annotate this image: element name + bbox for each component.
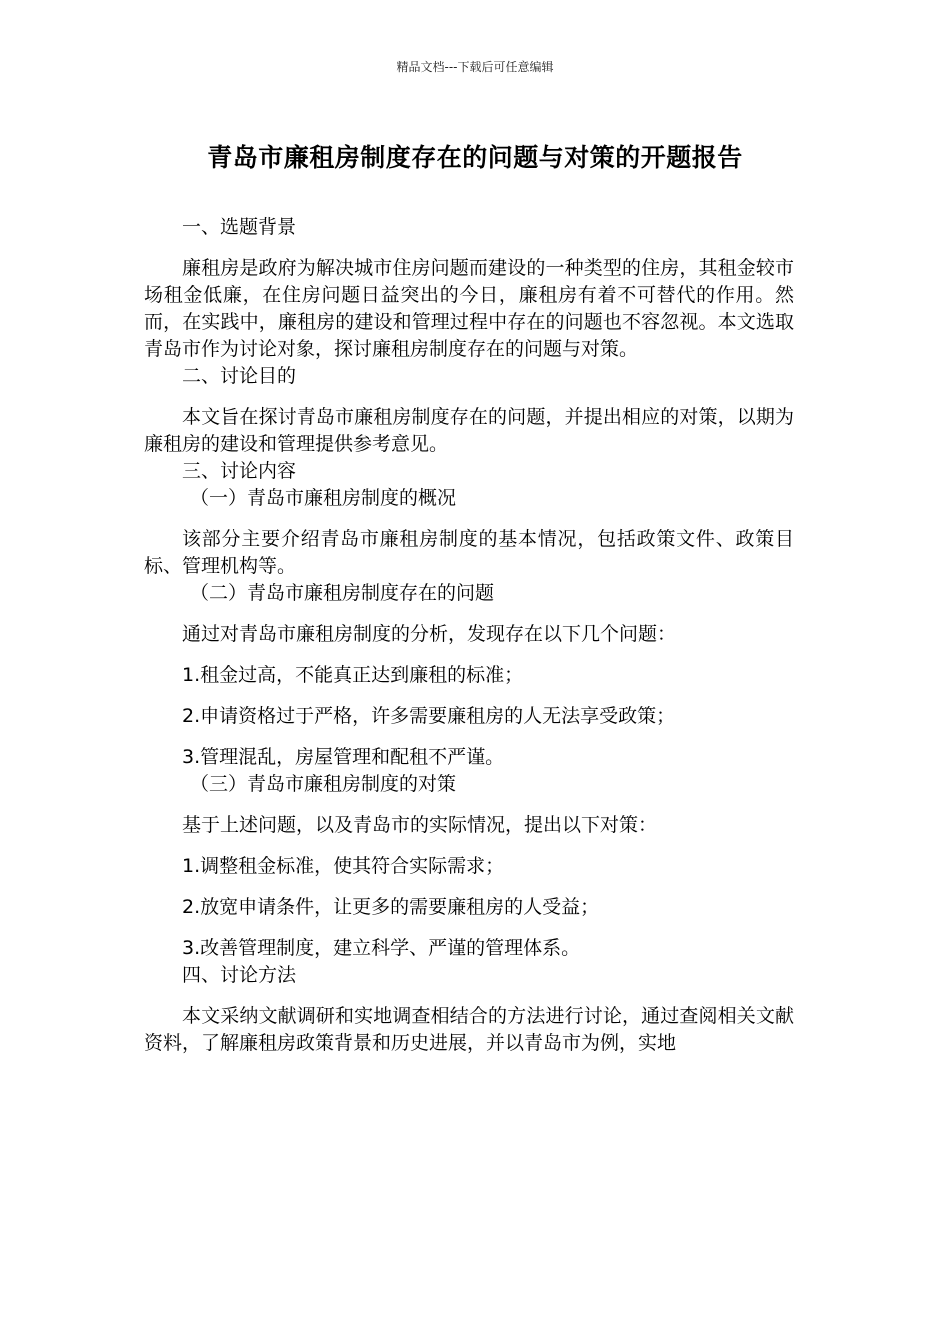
section-heading-purpose: 二、讨论目的 (182, 365, 297, 387)
header-note: 精品文档---下载后可任意编辑 (396, 60, 554, 74)
section-heading-methods: 四、讨论方法 (182, 964, 297, 986)
paragraph-overview: 该部分主要介绍青岛市廉租房制度的基本情况，包括政策文件、政策目标、管理机构等。 (144, 528, 794, 577)
paragraph-countermeasures-intro: 基于上述问题，以及青岛市的实际情况，提出以下对策： (182, 814, 658, 836)
list-item-problem-2: 2.申请资格过于严格，许多需要廉租房的人无法享受政策； (182, 705, 676, 727)
section-heading-content: 三、讨论内容 (182, 460, 297, 482)
paragraph-background: 廉租房是政府为解决城市住房问题而建设的一种类型的住房，其租金较市场租金低廉，在住房问题日益突出的今日，廉租房有着不可替代的作用。然而，在实践中，廉租房的建设和管理过程中存在的问题也不容忽视。本文选取青岛市作为讨论对象，探讨廉租房制度存在的问题与对策。 (144, 257, 794, 360)
subheading-problems: （二）青岛市廉租房制度存在的问题 (190, 582, 495, 604)
subheading-overview: （一）青岛市廉租房制度的概况 (190, 487, 457, 509)
section-heading-background: 一、选题背景 (182, 216, 297, 238)
list-item-countermeasure-3: 3.改善管理制度，建立科学、严谨的管理体系。 (182, 937, 581, 959)
paragraph-problems-intro: 通过对青岛市廉租房制度的分析，发现存在以下几个问题： (182, 623, 677, 645)
list-item-countermeasure-1: 1.调整租金标准，使其符合实际需求； (182, 855, 505, 877)
paragraph-purpose: 本文旨在探讨青岛市廉租房制度存在的问题，并提出相应的对策，以期为廉租房的建设和管理提供参考意见。 (144, 406, 794, 455)
paragraph-methods: 本文采纳文献调研和实地调查相结合的方法进行讨论，通过查阅相关文献资料，了解廉租房政策背景和历史进展，并以青岛市为例，实地 (144, 1005, 794, 1054)
document-body (144, 214, 794, 1057)
list-item-problem-1: 1.租金过高，不能真正达到廉租的标准； (182, 664, 524, 686)
list-item-problem-3: 3.管理混乱，房屋管理和配租不严谨。 (182, 746, 505, 768)
list-item-countermeasure-2: 2.放宽申请条件，让更多的需要廉租房的人受益； (182, 896, 600, 918)
document-title: 青岛市廉租房制度存在的问题与对策的开题报告 (207, 143, 743, 172)
subheading-countermeasures: （三）青岛市廉租房制度的对策 (190, 773, 457, 795)
